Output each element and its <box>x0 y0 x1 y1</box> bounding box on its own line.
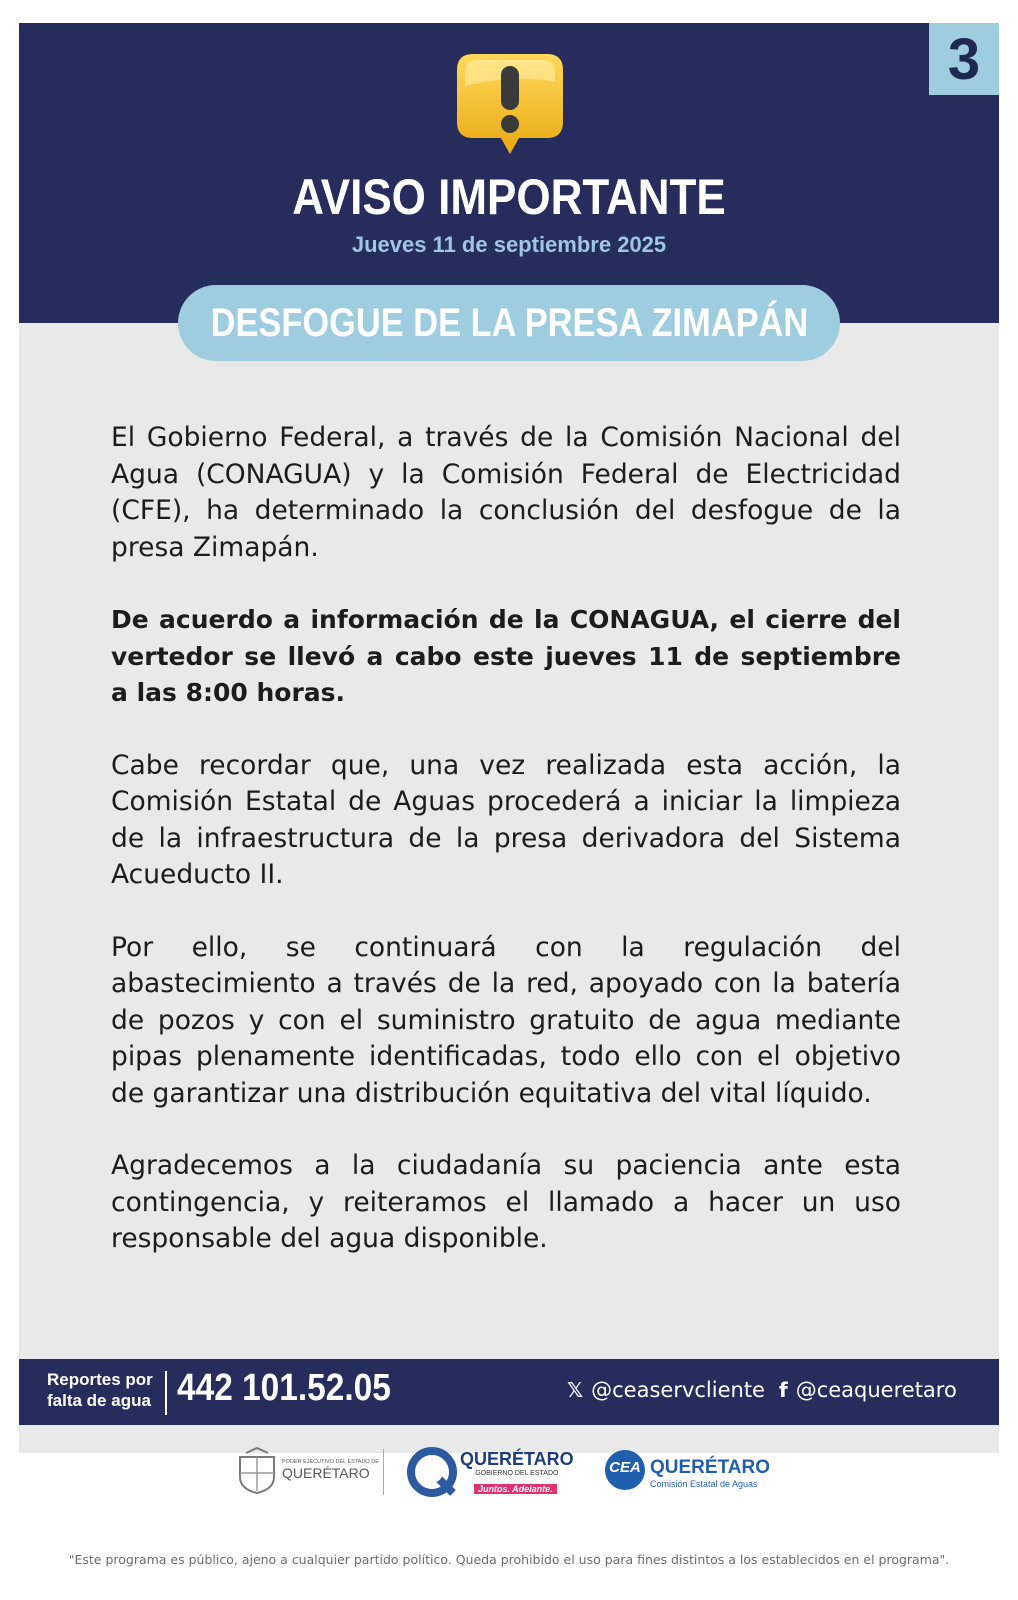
queretaro-q-icon <box>407 1447 457 1497</box>
subject-text: DESFOGUE DE LA PRESA ZIMAPÁN <box>210 300 808 345</box>
facebook-handle: @ceaqueretaro <box>795 1378 957 1402</box>
logos-row <box>0 1445 1018 1545</box>
reportes-line-2: falta de agua <box>47 1391 151 1410</box>
facebook-link[interactable] <box>779 1378 957 1402</box>
facebook-icon: f <box>779 1378 788 1402</box>
exclamation-alert-icon <box>455 52 565 162</box>
notice-date: Jueves 11 de septiembre 2025 <box>351 232 667 257</box>
paragraph-2-highlight: De acuerdo a información de la CONAGUA, el cierre del vertedor se llevó a cabo este jueves 11 de septiembre a las 8:00 horas. <box>111 605 901 707</box>
gobierno-logo <box>460 1449 574 1496</box>
paragraph-1: El Gobierno Federal, a través de la Comisión Nacional del Agua (CONAGUA) y la Comisión Federal de Electricidad (CFE), ha determinado la conclusión del desfogue de la presa Zimapán. <box>111 422 901 563</box>
paragraph-5: Agradecemos a la ciudadanía su paciencia ante esta contingencia, y reiteramos el llamado a hacer un uso responsable del agua disponible. <box>111 1150 901 1254</box>
contact-bar <box>19 1359 999 1425</box>
cea-sub: Comisión Estatal de Aguas <box>650 1479 758 1489</box>
x-handle: @ceaservcliente <box>591 1378 765 1402</box>
divider <box>165 1371 167 1415</box>
gobierno-name: QUERÉTARO <box>460 1449 574 1469</box>
gobierno-sub: GOBIERNO DEL ESTADO <box>475 1470 559 1477</box>
poder-ejecutivo-logo <box>282 1459 379 1481</box>
poder-ejecutivo-name: QUERÉTARO <box>282 1465 370 1481</box>
x-link[interactable] <box>567 1378 765 1402</box>
paragraph-4: Por ello, se continuará con la regulación del abastecimiento a través de la red, apoyado con la batería de pozos y con el suministro gratuito de agua mediante pipas plenamente identificadas, todo ello con el objetivo de garantizar una distribución equitativa del vital líquido. <box>111 931 901 1109</box>
page-number-badge: 3 <box>929 23 999 95</box>
reportes-label <box>47 1369 167 1411</box>
subject-pill <box>178 285 840 361</box>
logo-divider <box>383 1449 384 1495</box>
cea-logo <box>650 1457 770 1489</box>
phone-number[interactable]: 442 101.52.05 <box>177 1367 391 1409</box>
paragraph-3: Cabe recordar que, una vez realizada esta acción, la Comisión Estatal de Aguas procederá a iniciar la limpieza de la infraestructura de la presa derivadora del Sistema Acueducto II. <box>111 749 901 890</box>
legal-disclaimer: "Este programa es público, ajeno a cualquier partido político. Queda prohibido el uso para fines distintos a los establecidos en el programa". <box>68 1552 950 1567</box>
gobierno-slogan: Juntos. Adelante. <box>474 1484 557 1494</box>
cea-mark: CEA <box>609 1459 641 1476</box>
notice-body <box>111 420 901 1294</box>
page-title: AVISO IMPORTANTE <box>292 169 726 225</box>
cea-name: QUERÉTARO <box>650 1457 770 1478</box>
poder-ejecutivo-small: PODER EJECUTIVO DEL ESTADO DE <box>282 1459 379 1465</box>
x-icon: 𝕏 <box>567 1378 584 1402</box>
reportes-line-1: Reportes por <box>47 1370 153 1389</box>
state-seal-icon <box>236 1447 278 1495</box>
